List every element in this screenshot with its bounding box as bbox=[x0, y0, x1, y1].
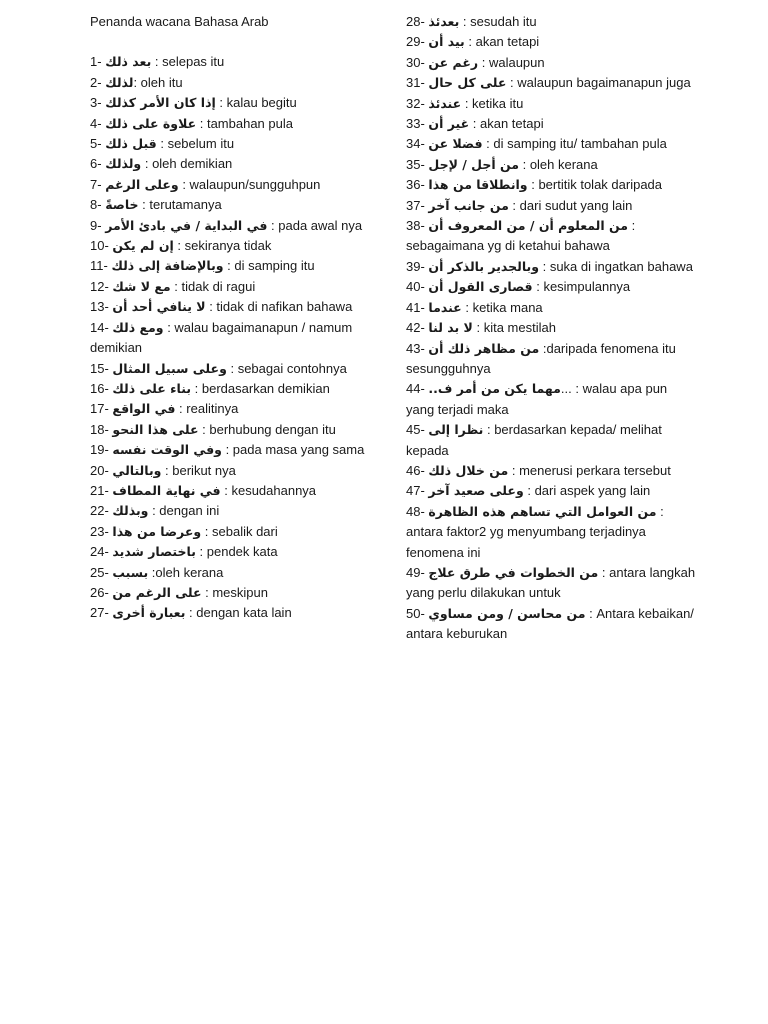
separator: : bbox=[469, 116, 480, 132]
malay-meaning: selepas itu bbox=[162, 54, 225, 70]
separator: : bbox=[201, 584, 213, 600]
list-item bbox=[406, 94, 696, 114]
arabic-term: نظرا إلى bbox=[428, 422, 484, 438]
item-number: 1- bbox=[90, 54, 102, 70]
arabic-term: من جانب آخر bbox=[428, 197, 509, 213]
item-number: 21- bbox=[90, 482, 109, 498]
item-number: 44- bbox=[406, 381, 425, 397]
item-number: 26- bbox=[90, 584, 109, 600]
separator: : bbox=[539, 340, 547, 356]
item-number: 20- bbox=[90, 462, 109, 478]
list-item bbox=[406, 604, 696, 645]
arabic-term: بعبارة أخرى bbox=[112, 605, 186, 621]
separator: : bbox=[141, 156, 153, 172]
item-number: 36- bbox=[406, 177, 425, 193]
list-item bbox=[406, 12, 696, 32]
arabic-term: وفي الوقت نفسه bbox=[112, 442, 222, 458]
separator: : bbox=[226, 360, 238, 376]
separator: : bbox=[656, 503, 664, 519]
document-title: Penanda wacana Bahasa Arab bbox=[90, 14, 269, 29]
arabic-term: وعرضا من هذا bbox=[112, 523, 202, 539]
malay-meaning: meskipun bbox=[212, 584, 268, 600]
list-item bbox=[90, 256, 390, 276]
item-number: 11- bbox=[90, 258, 108, 274]
arabic-term: من خلال ذلك bbox=[428, 462, 509, 478]
list-item bbox=[406, 216, 696, 257]
item-number: 8- bbox=[90, 197, 102, 213]
malay-meaning: oleh demikian bbox=[152, 156, 233, 172]
item-number: 16- bbox=[90, 380, 109, 396]
separator: : bbox=[191, 380, 202, 396]
separator: : bbox=[508, 197, 520, 213]
list-item bbox=[406, 563, 696, 604]
item-number: 42- bbox=[406, 320, 425, 336]
separator: : bbox=[523, 483, 535, 499]
arabic-term: وبالجدير بالذكر أن bbox=[428, 258, 539, 274]
malay-meaning: tidak di ragui bbox=[181, 278, 256, 294]
arabic-term: فضلا عن bbox=[428, 136, 483, 152]
separator: : bbox=[196, 115, 207, 131]
arabic-term: علاوة على ذلك bbox=[105, 115, 197, 131]
right-term-list bbox=[406, 12, 696, 645]
arabic-term: باختصار شديد bbox=[112, 544, 196, 560]
malay-meaning: berhubung dengan itu bbox=[209, 421, 336, 437]
item-number: 6- bbox=[90, 156, 102, 172]
separator: : bbox=[173, 238, 185, 254]
malay-meaning: sekiranya tidak bbox=[184, 238, 272, 254]
arabic-term: بيد أن bbox=[428, 34, 465, 50]
list-item bbox=[406, 339, 696, 380]
arabic-term: لذلك bbox=[105, 74, 134, 90]
arabic-term: في البداية / في بادئ الأمر bbox=[105, 217, 268, 233]
arabic-term: وبذلك bbox=[112, 503, 149, 519]
separator: : bbox=[585, 605, 597, 621]
separator: : bbox=[598, 564, 610, 580]
separator: : bbox=[518, 156, 530, 172]
malay-meaning: akan tetapi bbox=[475, 34, 540, 50]
arabic-term: إن لم يكن bbox=[112, 238, 174, 254]
item-number: 49- bbox=[406, 564, 425, 580]
item-number: 4- bbox=[90, 115, 102, 131]
separator: ... : bbox=[560, 381, 583, 397]
item-number: 29- bbox=[406, 34, 425, 50]
list-item bbox=[90, 236, 390, 256]
arabic-term: على الرغم من bbox=[112, 584, 202, 600]
item-number: 47- bbox=[406, 483, 425, 499]
item-number: 28- bbox=[406, 14, 425, 29]
malay-meaning: tidak di nafikan bahawa bbox=[216, 299, 353, 315]
list-item bbox=[406, 277, 696, 297]
arabic-term: وعلى صعيد آخر bbox=[428, 483, 524, 499]
malay-meaning: oleh itu bbox=[140, 74, 183, 90]
malay-meaning: sebalik dari bbox=[212, 523, 278, 539]
malay-meaning: daripada fenomena itu sesungguhnya bbox=[406, 340, 676, 376]
arabic-term: قبل ذلك bbox=[105, 136, 157, 152]
separator: : bbox=[538, 258, 550, 274]
separator: : bbox=[267, 217, 279, 233]
separator: : bbox=[185, 605, 197, 621]
separator: : bbox=[151, 54, 163, 70]
item-number: 34- bbox=[406, 136, 425, 152]
separator: : bbox=[205, 299, 217, 315]
item-number: 9- bbox=[90, 217, 102, 233]
malay-meaning: sebagai contohnya bbox=[237, 360, 347, 376]
list-item bbox=[90, 318, 390, 359]
separator: : bbox=[215, 95, 227, 111]
item-number: 45- bbox=[406, 422, 425, 438]
malay-meaning: dengan kata lain bbox=[196, 605, 292, 621]
separator: : bbox=[464, 34, 476, 50]
list-item bbox=[406, 420, 696, 461]
malay-meaning: bertitik tolak daripada bbox=[538, 177, 663, 193]
separator: : bbox=[175, 401, 187, 417]
malay-meaning: dari aspek yang lain bbox=[534, 483, 651, 499]
separator: : bbox=[461, 95, 473, 111]
separator: : bbox=[461, 299, 473, 315]
malay-meaning: di samping itu/ tambahan pula bbox=[493, 136, 667, 152]
malay-meaning: pada masa yang sama bbox=[232, 442, 365, 458]
malay-meaning: akan tetapi bbox=[480, 116, 544, 132]
arabic-term: لا ينافي أحد أن bbox=[112, 299, 206, 315]
arabic-term: مهما يكن من أمر ف.. bbox=[428, 381, 561, 397]
item-number: 3- bbox=[90, 95, 102, 111]
separator: : bbox=[223, 258, 235, 274]
arabic-term: ومع ذلك bbox=[112, 319, 164, 335]
item-number: 23- bbox=[90, 523, 109, 539]
arabic-term: بعدئذ bbox=[428, 14, 460, 29]
malay-meaning: ketika mana bbox=[472, 299, 543, 315]
item-number: 40- bbox=[406, 279, 425, 295]
item-number: 17- bbox=[90, 401, 109, 417]
separator: : bbox=[198, 421, 210, 437]
malay-meaning: dengan ini bbox=[159, 503, 220, 519]
item-number: 7- bbox=[90, 176, 102, 192]
separator: : bbox=[148, 503, 160, 519]
item-number: 33- bbox=[406, 116, 425, 132]
item-number: 2- bbox=[90, 74, 102, 90]
arabic-term: على كل حال bbox=[428, 75, 507, 91]
malay-meaning: Antara kebaikan/ antara keburukan bbox=[406, 605, 694, 642]
list-item bbox=[90, 440, 390, 460]
malay-meaning: berdasarkan demikian bbox=[201, 380, 330, 396]
list-item bbox=[90, 379, 390, 399]
list-item bbox=[90, 603, 390, 623]
list-item bbox=[406, 134, 696, 154]
left-term-list bbox=[90, 52, 390, 623]
list-item bbox=[90, 73, 390, 93]
separator: : bbox=[627, 218, 636, 234]
list-item bbox=[90, 134, 390, 154]
list-item bbox=[406, 461, 696, 481]
malay-meaning: walau bagaimanapun / namum demikian bbox=[90, 319, 353, 356]
list-item bbox=[90, 583, 390, 603]
item-number: 19- bbox=[90, 442, 109, 458]
item-number: 39- bbox=[406, 258, 425, 274]
arabic-term: في الواقع bbox=[112, 401, 176, 417]
malay-meaning: walaupun bagaimanapun juga bbox=[517, 75, 691, 91]
separator: : bbox=[532, 279, 544, 295]
malay-meaning: kesudahannya bbox=[231, 482, 317, 498]
separator: : bbox=[478, 54, 489, 70]
list-item bbox=[90, 93, 390, 113]
list-item bbox=[90, 359, 390, 379]
list-item bbox=[406, 155, 696, 175]
item-number: 48- bbox=[406, 503, 425, 519]
list-item bbox=[90, 297, 390, 317]
item-number: 32- bbox=[406, 95, 425, 111]
arabic-term: وعلى سبيل المثال bbox=[112, 360, 227, 376]
malay-meaning: realitinya bbox=[186, 401, 239, 417]
malay-meaning: walau apa pun yang terjadi maka bbox=[406, 381, 668, 417]
separator: : bbox=[133, 74, 141, 90]
separator: : bbox=[472, 320, 484, 336]
separator: : bbox=[221, 442, 233, 458]
separator: : bbox=[138, 197, 150, 213]
list-item bbox=[406, 73, 696, 93]
item-number: 15- bbox=[90, 360, 109, 376]
list-item bbox=[90, 216, 390, 236]
arabic-term: وبالتالي bbox=[112, 462, 162, 478]
arabic-term: لا بد لنا bbox=[428, 320, 473, 336]
malay-meaning: terutamanya bbox=[149, 197, 222, 213]
list-item bbox=[90, 175, 390, 195]
right-column bbox=[406, 12, 696, 645]
malay-meaning: walaupun/sungguhpun bbox=[189, 176, 321, 192]
separator: : bbox=[161, 462, 173, 478]
list-item bbox=[90, 461, 390, 481]
separator: : bbox=[195, 544, 207, 560]
item-number: 46- bbox=[406, 462, 425, 478]
arabic-term: في نهاية المطاف bbox=[112, 482, 221, 498]
item-number: 31- bbox=[406, 75, 425, 91]
malay-meaning: suka di ingatkan bahawa bbox=[549, 258, 693, 274]
item-number: 5- bbox=[90, 136, 102, 152]
list-item bbox=[406, 379, 696, 420]
separator: : bbox=[148, 564, 156, 580]
malay-meaning: sebagaimana yg di ketahui bahawa bbox=[406, 238, 610, 254]
malay-meaning: oleh kerana bbox=[155, 564, 224, 580]
list-item bbox=[90, 481, 390, 501]
arabic-term: رغم عن bbox=[428, 54, 479, 70]
list-item bbox=[406, 502, 696, 563]
arabic-term: قصارى القول أن bbox=[428, 279, 533, 295]
arabic-term: وعلى الرغم bbox=[105, 176, 179, 192]
malay-meaning: ketika itu bbox=[472, 95, 524, 111]
item-number: 14- bbox=[90, 319, 109, 335]
list-item bbox=[90, 154, 390, 174]
item-number: 41- bbox=[406, 299, 425, 315]
malay-meaning: oleh kerana bbox=[529, 156, 598, 172]
arabic-term: عندئذ bbox=[428, 95, 462, 111]
separator: : bbox=[170, 278, 182, 294]
malay-meaning: tambahan pula bbox=[206, 115, 293, 131]
list-item bbox=[406, 32, 696, 52]
arabic-term: من الخطوات في طرق علاج bbox=[428, 564, 599, 580]
list-item bbox=[90, 563, 390, 583]
separator: : bbox=[156, 136, 168, 152]
malay-meaning: kesimpulannya bbox=[543, 279, 631, 295]
malay-meaning: sesudah itu bbox=[470, 14, 537, 29]
arabic-term: من المعلوم أن / من المعروف أن bbox=[428, 218, 628, 234]
item-number: 22- bbox=[90, 503, 109, 519]
arabic-term: من مظاهر ذلك أن bbox=[428, 340, 540, 356]
arabic-term: من أجل / لإجل bbox=[428, 156, 519, 172]
item-number: 10- bbox=[90, 238, 109, 254]
item-number: 38- bbox=[406, 218, 425, 234]
separator: : bbox=[459, 14, 471, 29]
separator: : bbox=[201, 523, 212, 539]
malay-meaning: pendek kata bbox=[206, 544, 278, 560]
arabic-term: عندما bbox=[428, 299, 462, 315]
list-item bbox=[406, 196, 696, 216]
separator: : bbox=[220, 482, 232, 498]
left-column bbox=[90, 12, 390, 624]
list-item bbox=[406, 318, 696, 338]
item-number: 25- bbox=[90, 564, 109, 580]
malay-meaning: sebelum itu bbox=[167, 136, 235, 152]
item-number: 27- bbox=[90, 605, 109, 621]
arabic-term: إذا كان الأمر كذلك bbox=[105, 95, 216, 111]
arabic-term: بناء على ذلك bbox=[112, 380, 192, 396]
malay-meaning: kalau begitu bbox=[226, 95, 297, 111]
arabic-term: على هذا النحو bbox=[112, 421, 199, 437]
list-item bbox=[406, 175, 696, 195]
item-number: 37- bbox=[406, 197, 425, 213]
malay-meaning: berdasarkan kepada/ melihat kepada bbox=[406, 422, 662, 458]
separator: : bbox=[482, 136, 494, 152]
item-number: 12- bbox=[90, 278, 109, 294]
arabic-term: بعد ذلك bbox=[105, 54, 152, 70]
list-item bbox=[90, 420, 390, 440]
list-item bbox=[90, 277, 390, 297]
list-item bbox=[90, 399, 390, 419]
separator: : bbox=[527, 177, 539, 193]
list-item bbox=[90, 522, 390, 542]
malay-meaning: pada awal nya bbox=[278, 217, 363, 233]
list-item bbox=[406, 114, 696, 134]
malay-meaning: dari sudut yang lain bbox=[519, 197, 633, 213]
item-number: 24- bbox=[90, 544, 109, 560]
list-item bbox=[90, 542, 390, 562]
item-number: 30- bbox=[406, 54, 425, 70]
item-number: 18- bbox=[90, 421, 109, 437]
list-item bbox=[406, 481, 696, 501]
arabic-term: غير أن bbox=[428, 116, 470, 132]
arabic-term: وانطلاقا من هذا bbox=[428, 177, 528, 193]
malay-meaning: antara faktor2 yg menyumbang terjadinya fenomena ini bbox=[406, 524, 646, 560]
item-number: 50- bbox=[406, 605, 425, 621]
list-item bbox=[90, 501, 390, 521]
separator: : bbox=[178, 176, 190, 192]
malay-meaning: kita mestilah bbox=[483, 320, 556, 336]
list-item bbox=[406, 257, 696, 277]
arabic-term: مع لا شك bbox=[112, 278, 171, 294]
separator: : bbox=[508, 462, 520, 478]
list-item bbox=[90, 114, 390, 134]
list-item bbox=[90, 195, 390, 215]
list-item bbox=[406, 298, 696, 318]
separator: : bbox=[483, 422, 495, 438]
arabic-term: من محاسن / ومن مساوي bbox=[428, 605, 586, 621]
separator: : bbox=[163, 319, 175, 335]
arabic-term: ولذلك bbox=[105, 156, 142, 172]
item-number: 35- bbox=[406, 156, 425, 172]
item-number: 43- bbox=[406, 340, 425, 356]
malay-meaning: walaupun bbox=[488, 54, 545, 70]
malay-meaning: menerusi perkara tersebut bbox=[519, 462, 671, 478]
arabic-term: خاصةً bbox=[105, 197, 139, 213]
malay-meaning: di samping itu bbox=[234, 258, 315, 274]
list-item bbox=[90, 52, 390, 72]
separator: : bbox=[506, 75, 518, 91]
arabic-term: من العوامل التي تساهم هذه الظاهرة bbox=[428, 503, 657, 519]
arabic-term: بسبب bbox=[112, 564, 149, 580]
arabic-term: وبالإضافة إلى ذلك bbox=[111, 258, 224, 274]
item-number: 13- bbox=[90, 299, 109, 315]
malay-meaning: berikut nya bbox=[172, 462, 236, 478]
malay-meaning: antara langkah yang perlu dilakukan untuk bbox=[406, 564, 696, 601]
list-item bbox=[406, 53, 696, 73]
